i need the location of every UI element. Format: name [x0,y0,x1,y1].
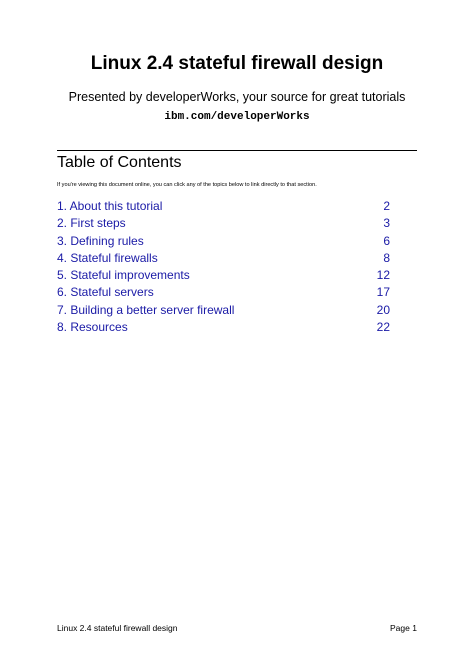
toc-heading: Table of Contents [57,154,182,171]
toc-entry-defining-rules[interactable] [57,233,390,250]
toc-entry-page: 12 [376,268,390,283]
toc-entry-page: 6 [383,233,390,248]
toc-entry-stateful-firewalls[interactable] [57,250,390,267]
toc-entry-label: 4. Stateful firewalls [57,250,158,265]
toc-entry-page: 20 [376,302,390,317]
toc-entry-better-server-firewall[interactable] [57,302,390,319]
document-title: Linux 2.4 stateful firewall design [90,53,384,74]
toc-entry-label: 3. Defining rules [57,233,144,248]
toc-entry-page: 8 [383,250,390,265]
toc-entry-label: 7. Building a better server firewall [57,302,235,317]
toc-note: If you're viewing this document online, you can click any of the topics below to link directly to that section. [57,182,317,188]
toc-entry-label: 2. First steps [57,216,126,231]
toc-entry-stateful-servers[interactable] [57,284,390,301]
toc-entry-first-steps[interactable] [57,215,390,232]
footer-title: Linux 2.4 stateful firewall design [57,623,178,633]
toc-entry-label: 8. Resources [57,320,128,335]
toc-entry-label: 6. Stateful servers [57,285,154,300]
toc-entry-about-this-tutorial[interactable] [57,198,390,215]
toc-entry-page: 2 [383,199,390,213]
toc-entry-page: 3 [383,216,390,231]
toc-entry-label: 5. Stateful improvements [57,268,190,283]
site-url: ibm.com/developerWorks [164,111,310,123]
section-divider [57,150,417,151]
document-subtitle: Presented by developerWorks, your source for great tutorials [68,90,406,104]
footer-page-number: Page 1 [390,623,417,633]
toc-list [57,198,390,336]
toc-entry-stateful-improvements[interactable] [57,267,390,284]
toc-entry-resources[interactable] [57,319,390,336]
toc-entry-page: 22 [376,320,390,335]
toc-entry-label: 1. About this tutorial [57,199,163,213]
toc-entry-page: 17 [376,285,390,300]
